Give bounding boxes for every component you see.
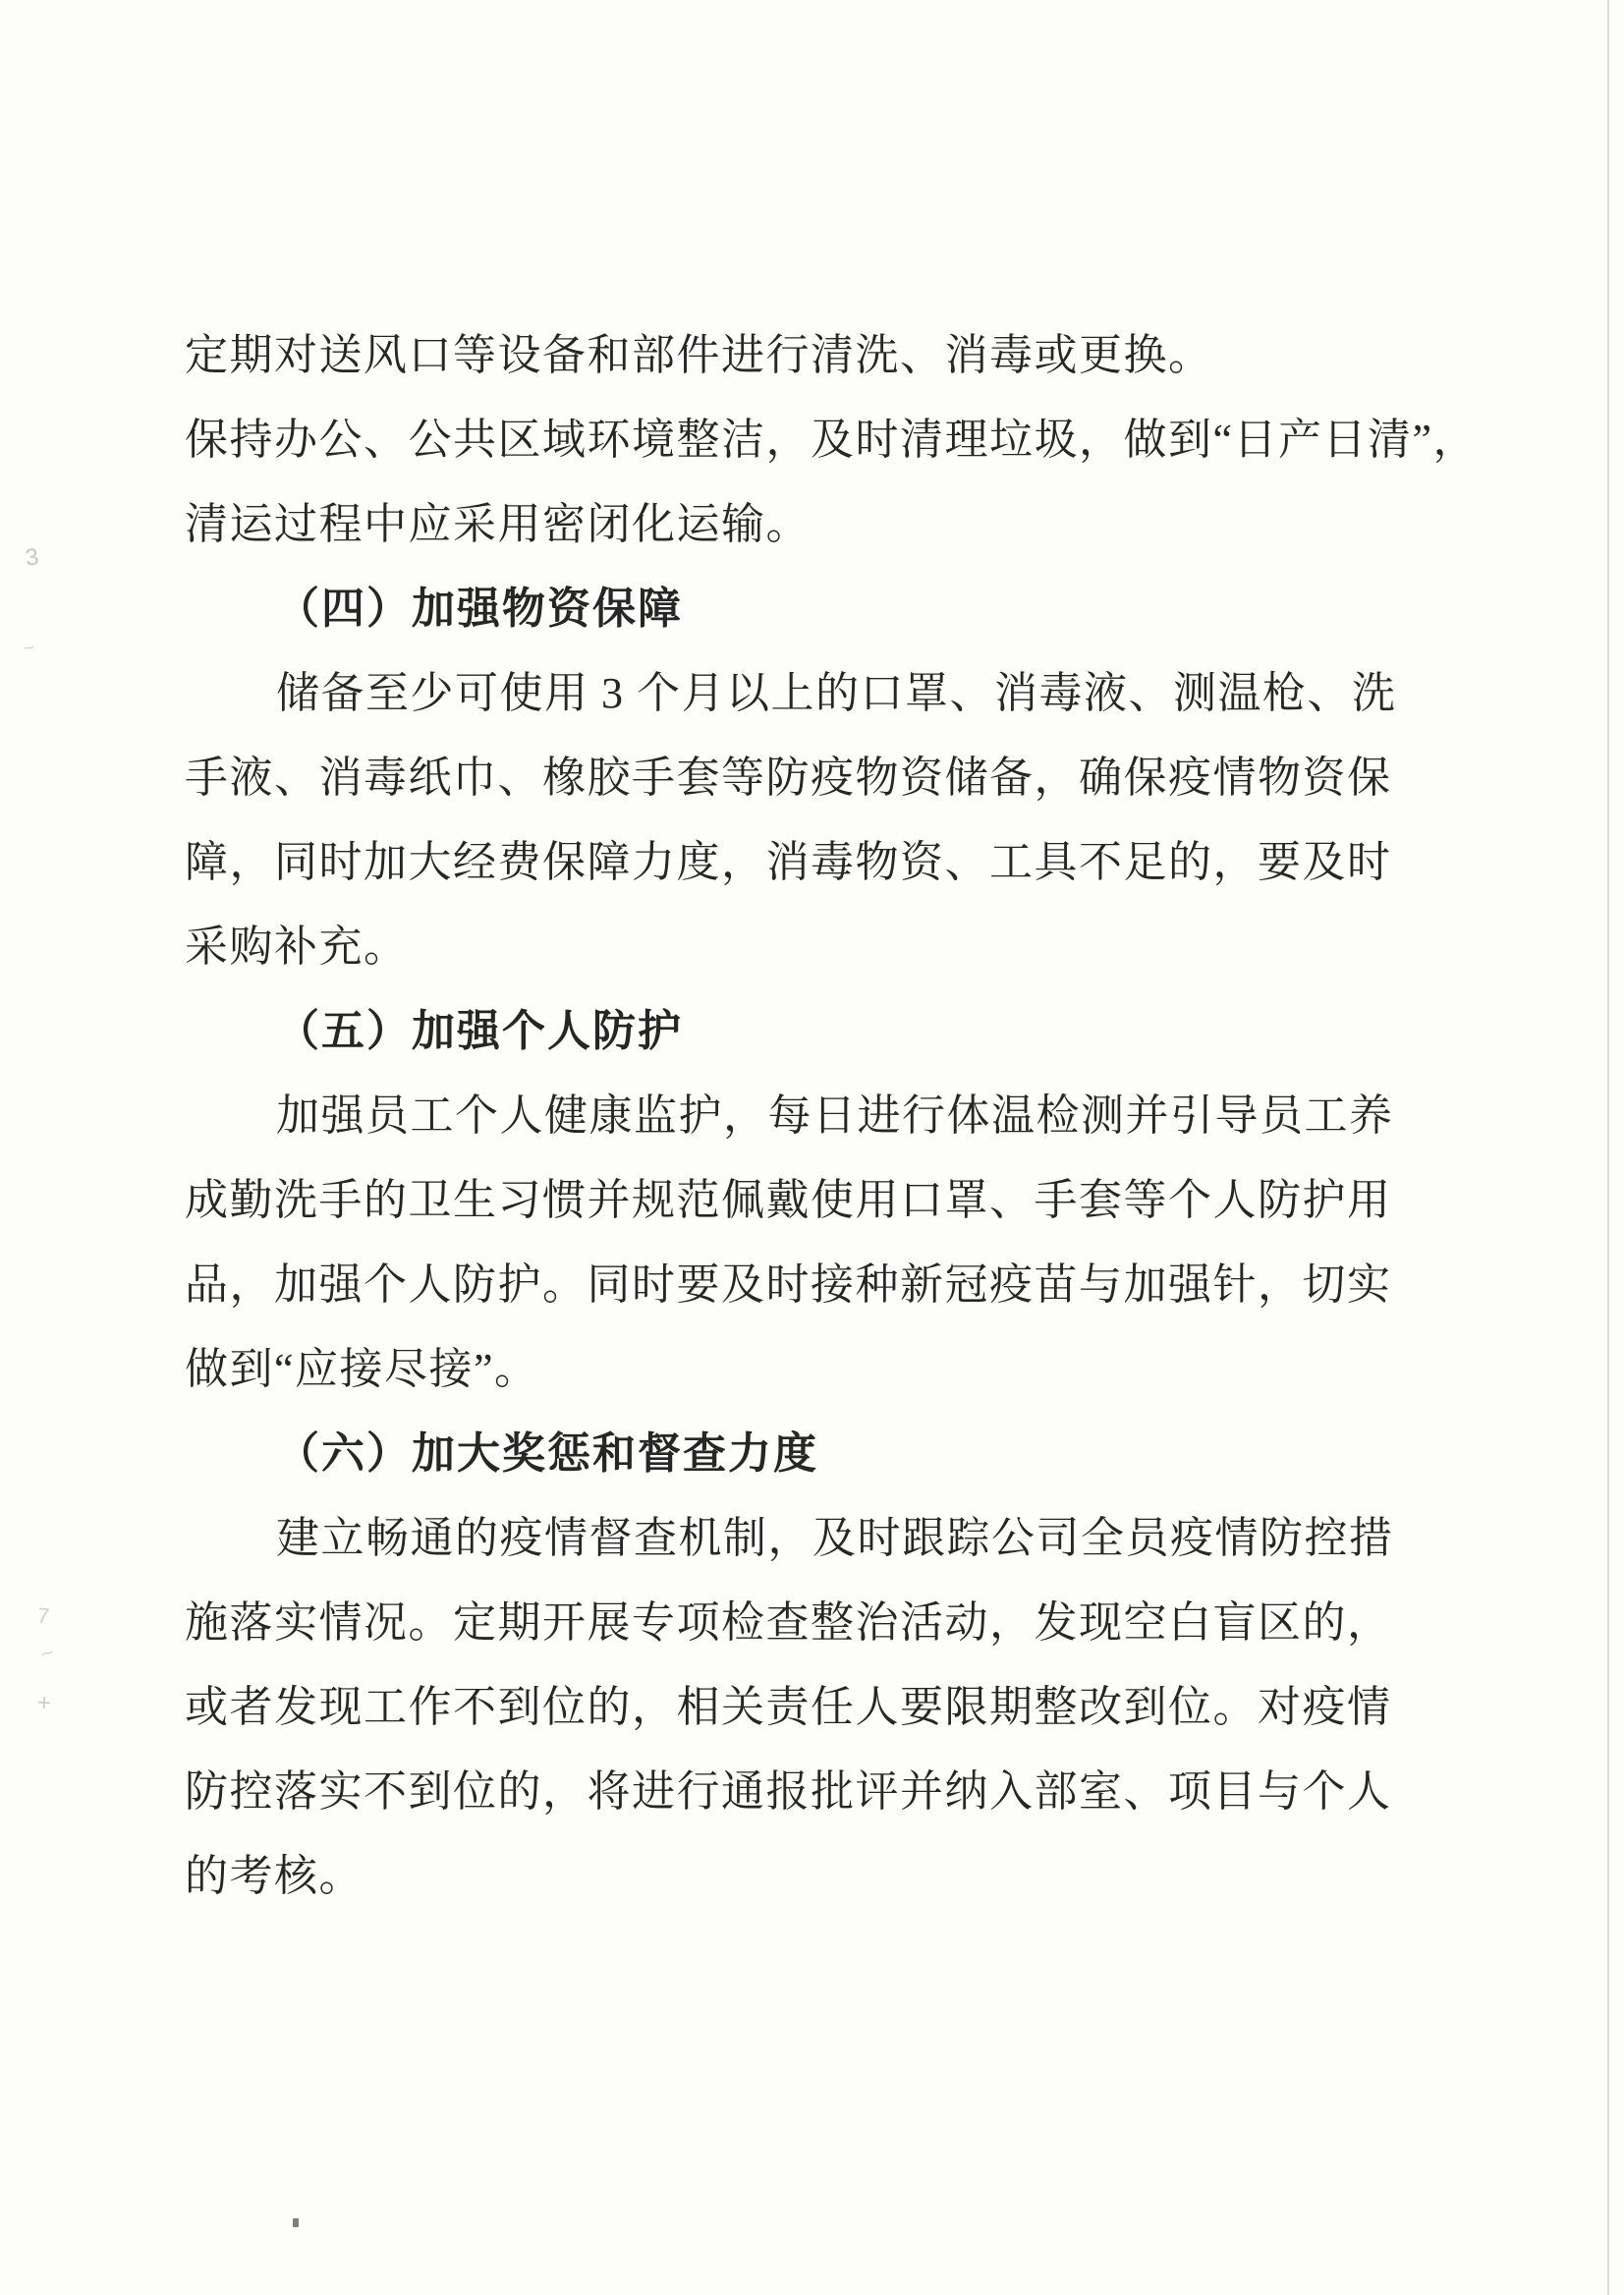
section-heading-5: （五）加强个人防护	[276, 1007, 683, 1055]
body-text-line: 定期对送风口等设备和部件进行清洗、消毒或更换。	[185, 331, 1213, 379]
body-text-line: 保持办公、公共区域环境整洁，及时清理垃圾，做到“日产日清”，	[185, 416, 1479, 464]
scan-edge-line	[1607, 0, 1609, 2295]
body-text-line: 成勤洗手的卫生习惯并规范佩戴使用口罩、手套等个人防护用	[185, 1176, 1392, 1224]
body-text-line: 品，加强个人防护。同时要及时接种新冠疫苗与加强针，切实	[185, 1260, 1392, 1309]
body-text-line: 障，同时加大经费保障力度，消毒物资、工具不足的，要及时	[185, 838, 1392, 886]
body-text-line: 储备至少可使用 3 个月以上的口罩、消毒液、测温枪、洗	[276, 669, 1397, 717]
document-body	[185, 313, 1478, 1919]
body-text-line: 手液、消毒纸巾、橡胶手套等防疫物资储备，确保疫情物资保	[185, 754, 1392, 802]
scan-artifact: ~	[37, 1639, 58, 1667]
scan-speck	[293, 2218, 299, 2227]
body-text-line: 施落实情况。定期开展专项检查整治活动，发现空白盲区的，	[185, 1598, 1392, 1647]
section-heading-6: （六）加大奖惩和督查力度	[276, 1429, 818, 1478]
body-text-line: 的考核。	[185, 1852, 364, 1900]
scan-artifact: ~	[21, 637, 37, 660]
body-text-line: 采购补充。	[185, 923, 409, 971]
body-text-line: 建立畅通的疫情督查机制，及时跟踪公司全员疫情防控措	[276, 1514, 1394, 1562]
body-text-line: 或者发现工作不到位的，相关责任人要限期整改到位。对疫情	[185, 1683, 1392, 1731]
scan-artifact: 7	[35, 1602, 51, 1629]
body-text-line: 做到“应接尽接”。	[185, 1345, 539, 1393]
body-text-line: 清运过程中应采用密闭化运输。	[185, 500, 811, 548]
body-text-line: 防控落实不到位的，将进行通报批评并纳入部室、项目与个人	[185, 1767, 1392, 1816]
scan-artifact: +	[36, 1689, 52, 1717]
scan-artifact: 3	[24, 543, 41, 572]
body-text-line: 加强员工个人健康监护，每日进行体温检测并引导员工养	[276, 1092, 1394, 1140]
section-heading-4: （四）加强物资保障	[276, 585, 683, 633]
